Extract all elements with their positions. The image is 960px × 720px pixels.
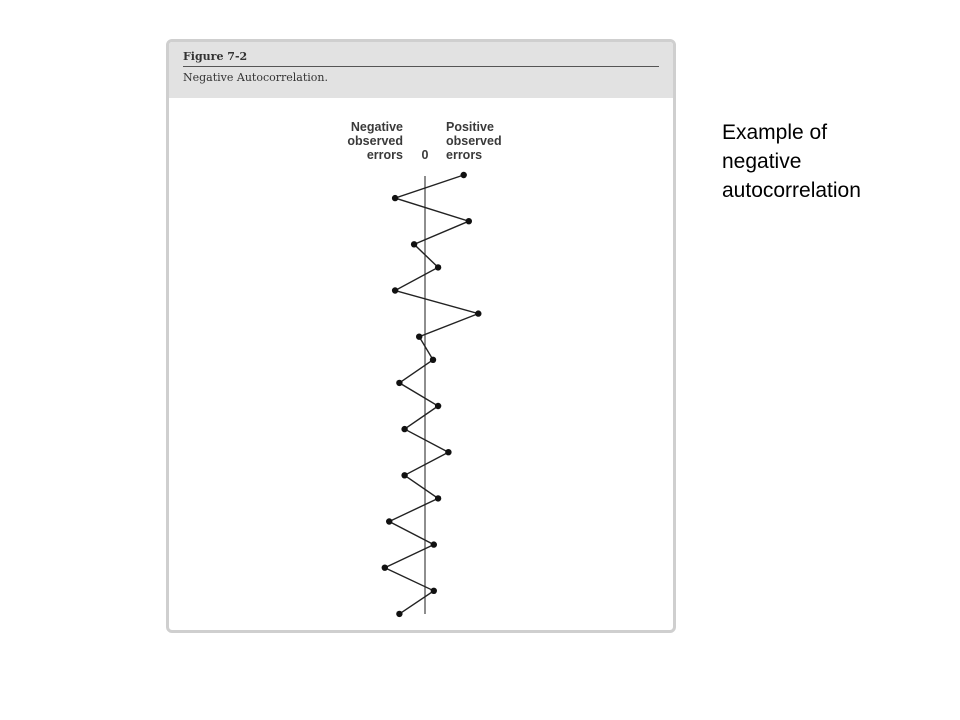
error-point-6 bbox=[392, 287, 398, 293]
error-point-1 bbox=[461, 172, 467, 178]
positive-label-line: observed bbox=[446, 134, 502, 148]
side-note-line: negative bbox=[722, 150, 802, 173]
error-point-11 bbox=[435, 403, 441, 409]
side-note-line: autocorrelation bbox=[722, 179, 861, 202]
error-point-7 bbox=[475, 310, 481, 316]
error-point-16 bbox=[386, 518, 392, 524]
error-series-line bbox=[385, 175, 479, 614]
error-point-5 bbox=[435, 264, 441, 270]
error-point-18 bbox=[382, 565, 388, 571]
error-point-20 bbox=[396, 611, 402, 617]
error-point-10 bbox=[396, 380, 402, 386]
error-point-17 bbox=[431, 541, 437, 547]
negative-label-line: errors bbox=[366, 148, 403, 162]
negative-label-line: observed bbox=[347, 134, 403, 148]
zero-label: 0 bbox=[421, 148, 429, 162]
error-point-13 bbox=[445, 449, 451, 455]
error-point-12 bbox=[401, 426, 407, 432]
error-point-2 bbox=[392, 195, 398, 201]
error-point-19 bbox=[431, 588, 437, 594]
figure-label: Figure 7-2 bbox=[183, 50, 248, 63]
autocorrelation-plot bbox=[169, 42, 673, 630]
side-note bbox=[722, 118, 942, 205]
positive-label-line: Positive bbox=[446, 120, 494, 134]
error-point-8 bbox=[416, 334, 422, 340]
error-point-15 bbox=[435, 495, 441, 501]
error-point-9 bbox=[430, 357, 436, 363]
side-note-line: Example of bbox=[722, 121, 828, 144]
error-point-4 bbox=[411, 241, 417, 247]
positive-label-line: errors bbox=[446, 148, 483, 162]
figure-card bbox=[166, 39, 676, 633]
figure-caption: Negative Autocorrelation. bbox=[183, 71, 328, 84]
error-point-3 bbox=[466, 218, 472, 224]
negative-label-line: Negative bbox=[350, 120, 403, 134]
error-point-14 bbox=[401, 472, 407, 478]
